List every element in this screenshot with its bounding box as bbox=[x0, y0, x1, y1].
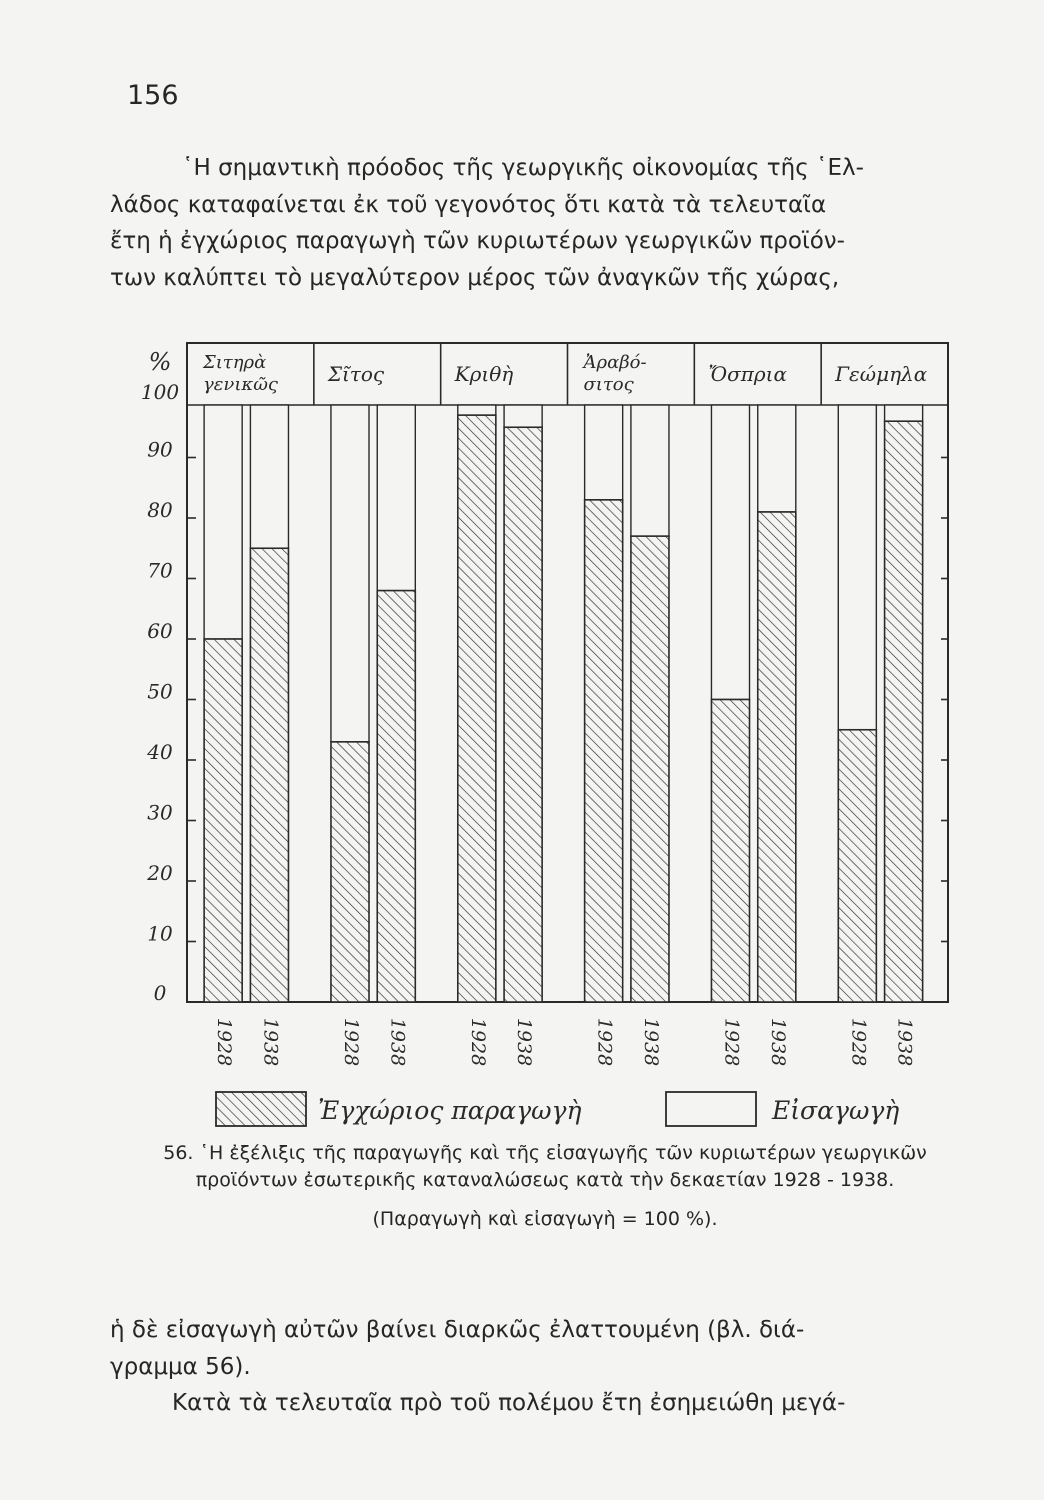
year-label: 1938 bbox=[259, 1017, 282, 1067]
text-line: ἔτη ἡ ἐγχώριος παραγωγὴ τῶν κυριωτέρων γεωργικῶν προϊόν- bbox=[110, 228, 845, 254]
y-tick-label: 60 bbox=[147, 619, 173, 643]
year-label: 1938 bbox=[639, 1017, 662, 1067]
plot-frame bbox=[187, 343, 948, 1002]
category-label: σιτος bbox=[583, 374, 634, 395]
bar-import bbox=[631, 405, 669, 536]
year-label: 1928 bbox=[213, 1017, 236, 1067]
bar-production bbox=[838, 730, 876, 1002]
bar-import bbox=[585, 405, 623, 500]
bar-production bbox=[585, 500, 623, 1002]
year-label: 1938 bbox=[386, 1017, 409, 1067]
bar-import bbox=[711, 405, 749, 700]
page-number: 156 bbox=[127, 80, 179, 111]
text-line: Κατὰ τὰ τελευταῖα πρὸ τοῦ πολέμου ἔτη ἐσημειώθη μεγά- bbox=[172, 1390, 846, 1416]
y-tick-label: 30 bbox=[147, 800, 173, 825]
y-tick-label: 80 bbox=[147, 498, 173, 522]
bar-import bbox=[885, 405, 923, 421]
bar-production bbox=[377, 591, 415, 1002]
bar-import bbox=[758, 405, 796, 512]
category-label: Γεώμηλα bbox=[835, 362, 928, 386]
category-label: Ἀραβό- bbox=[583, 352, 647, 373]
y-tick-label: 70 bbox=[147, 558, 173, 583]
year-label: 1928 bbox=[847, 1017, 870, 1067]
text-line: ῾Η σημαντικὴ πρόοδος τῆς γεωργικῆς οἰκονομίας τῆς ῾Ελ- bbox=[182, 155, 864, 181]
bar-production bbox=[331, 742, 369, 1002]
bar-import bbox=[250, 405, 288, 548]
bar-import bbox=[204, 405, 242, 639]
legend-swatch-import bbox=[666, 1092, 756, 1126]
category-label: Κριθὴ bbox=[454, 362, 514, 386]
bar-import bbox=[377, 405, 415, 591]
bar-import bbox=[838, 405, 876, 730]
bar-production bbox=[458, 415, 496, 1002]
bar-production bbox=[250, 548, 288, 1002]
figure-caption bbox=[130, 1140, 960, 1233]
y-tick-label: 90 bbox=[147, 437, 173, 462]
caption-text: 56. ῾Η ἐξέλιξις τῆς παραγωγῆς καὶ τῆς εἰσαγωγῆς τῶν κυριωτέρων γεωργικῶν προϊόντων ἐσωτερικῆς καταναλώσεως κατὰ τὴν δεκαετίαν 1928 - 1938. bbox=[163, 1142, 927, 1191]
legend-swatch-production bbox=[216, 1092, 306, 1126]
year-label: 1928 bbox=[593, 1017, 616, 1067]
y-tick-label: 100 bbox=[140, 380, 180, 404]
y-tick-label: 0 bbox=[153, 981, 167, 1005]
category-label: Σῖτος bbox=[327, 362, 385, 386]
legend-label-production: Ἐγχώριος παραγωγὴ bbox=[318, 1096, 582, 1125]
bar-import bbox=[458, 405, 496, 415]
category-label: Σιτηρὰ bbox=[203, 352, 267, 373]
bar-production bbox=[504, 427, 542, 1002]
category-label: Ὄσπρια bbox=[708, 362, 787, 386]
text-line: των καλύπτει τὸ μεγαλύτερον μέρος τῶν ἀναγκῶν τῆς χώρας, bbox=[110, 264, 840, 291]
bar-production bbox=[204, 639, 242, 1002]
text-line: γραμμα 56). bbox=[110, 1353, 251, 1380]
year-label: 1938 bbox=[893, 1017, 916, 1067]
y-tick-label: 40 bbox=[147, 740, 173, 764]
bar-import bbox=[504, 405, 542, 427]
year-label: 1928 bbox=[466, 1017, 489, 1067]
bar-production bbox=[711, 700, 749, 1003]
bar-production bbox=[758, 512, 796, 1002]
year-label: 1938 bbox=[513, 1017, 536, 1067]
year-label: 1938 bbox=[766, 1017, 789, 1067]
text-line: ἡ δὲ εἰσαγωγὴ αὐτῶν βαίνει διαρκῶς ἐλαττουμένη (βλ. διά- bbox=[110, 1317, 805, 1343]
bar-import bbox=[331, 405, 369, 742]
year-label: 1928 bbox=[339, 1017, 362, 1067]
bar-production bbox=[631, 536, 669, 1002]
category-label: γενικῶς bbox=[203, 374, 278, 395]
legend-label-import: Εἰσαγωγὴ bbox=[772, 1096, 900, 1125]
bottom-paragraph bbox=[110, 1312, 970, 1422]
caption-note: (Παραγωγὴ καὶ εἰσαγωγὴ = 100 %). bbox=[372, 1208, 718, 1230]
text-line: λάδος καταφαίνεται ἐκ τοῦ γεγονότος ὅτι κατὰ τὰ τελευταῖα bbox=[110, 191, 827, 218]
y-tick-label: 20 bbox=[147, 861, 173, 885]
y-tick-label: 10 bbox=[147, 921, 173, 946]
year-label: 1928 bbox=[720, 1017, 743, 1067]
y-tick-label: 50 bbox=[147, 679, 173, 704]
y-axis-unit: % bbox=[148, 348, 172, 376]
bar-production bbox=[885, 421, 923, 1002]
